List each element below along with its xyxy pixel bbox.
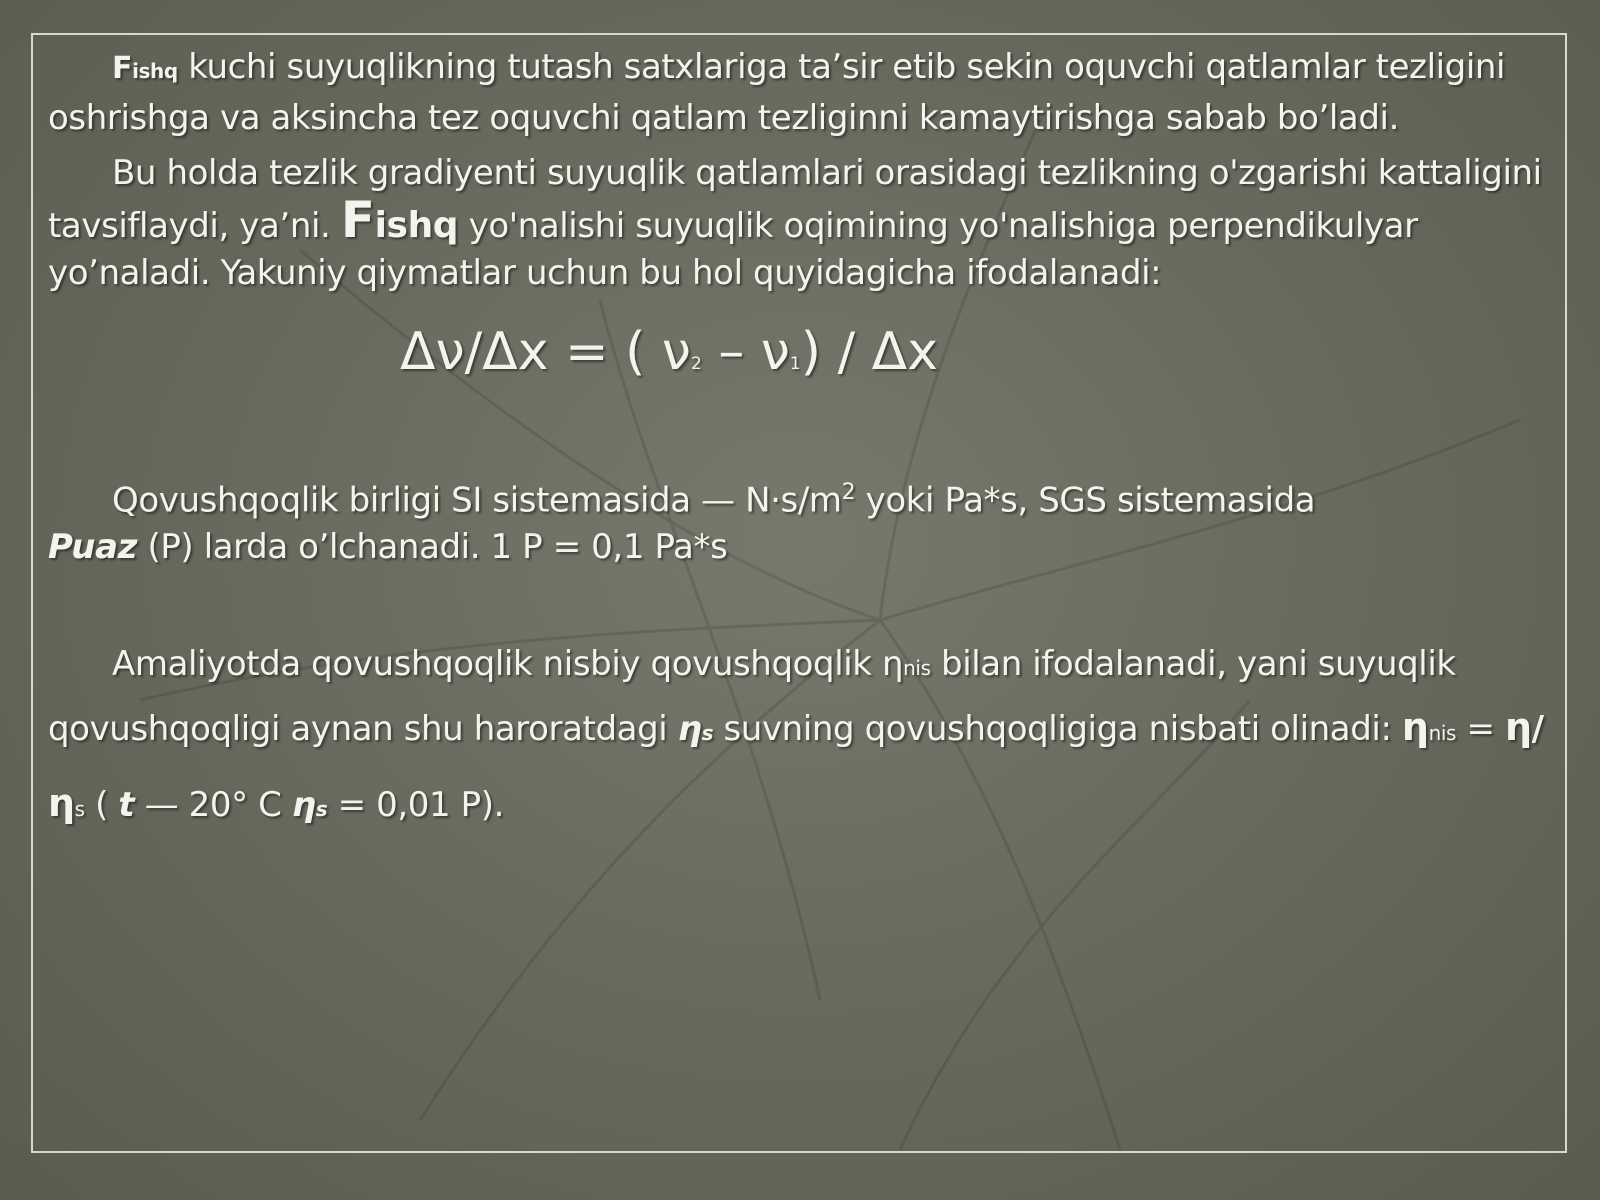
paragraph-text: kuchi suyuqlikning tutash satxlariga ta’sir etib sekin oquvchi qatlamlar tezligini oshrishga va aksincha tez oquvchi qatlam tezliginni kamaytirishga sabab bo’ladi.: [48, 47, 1506, 138]
paragraph-text: Bu holda tezlik gradiyenti suyuqlik qatlamlari orasidagi tezlikning o'zgarishi kattaligini tavsiflaydi, ya’ni.: [48, 153, 1542, 246]
paragraph-friction-force: [48, 44, 1553, 142]
puaz-term: Puaz: [48, 527, 138, 568]
subscript: nis: [1428, 721, 1457, 746]
equation-text: (: [84, 785, 119, 826]
friction-subscript: ishq: [132, 59, 178, 83]
temperature-symbol: t: [118, 785, 135, 826]
slide-content: [48, 44, 1553, 844]
paragraph-text: bilan ifodalanadi, yani suyuqlik qovushqoqligi aynan shu haroratdagi: [48, 644, 1456, 750]
formula-subscript: 2: [690, 354, 702, 374]
eta-symbol: η: [1401, 705, 1429, 750]
subscript: s: [315, 797, 328, 822]
formula-right: ) / Δx: [800, 322, 938, 382]
gradient-formula: [48, 317, 1553, 399]
equation-text: /: [1531, 709, 1544, 750]
paragraph-velocity-gradient: [48, 150, 1553, 297]
subscript: s: [74, 797, 85, 822]
equation-text: = 0,01 P).: [327, 785, 504, 826]
paragraph-text: yo'nalishi suyuqlik oqimining yo'nalishiga perpendikulyar yo’naladi. Yakuniy qiymatlar uchun bu hol quyidagicha ifodalanadi:: [48, 206, 1418, 293]
paragraph-text: suvning qovushqoqligiga nisbati olinadi:: [713, 709, 1402, 750]
subscript: nis: [903, 656, 931, 681]
paragraph-text: Qovushqoqlik birligi SI sistemasida — N·s/m: [112, 480, 842, 521]
paragraph-text: (P) larda o’lchanadi. 1 P = 0,1 Pa*s: [137, 527, 728, 568]
paragraph-relative-viscosity: [48, 641, 1553, 844]
paragraph-text: yoki Pa*s, SGS sistemasida: [855, 480, 1316, 521]
friction-symbol: F: [112, 51, 133, 86]
friction-symbol: F: [340, 191, 375, 249]
superscript: 2: [841, 480, 856, 505]
formula-left: Δν/Δx = ( ν: [400, 322, 691, 382]
equation-text: =: [1456, 709, 1505, 750]
formula-mid: – ν: [701, 322, 790, 382]
eta-symbol: η: [1504, 705, 1532, 750]
eta-symbol: η: [48, 781, 75, 826]
paragraph-viscosity-units: [48, 469, 1553, 571]
eta-symbol: η: [291, 785, 316, 826]
subscript: s: [701, 721, 714, 746]
paragraph-text: Amaliyotda qovushqoqlik nisbiy qovushqoqlik η: [112, 644, 904, 685]
eta-symbol: η: [677, 709, 702, 750]
equation-text: — 20° C: [134, 785, 292, 826]
formula-subscript: 1: [789, 354, 801, 374]
friction-subscript: ishq: [374, 205, 459, 246]
